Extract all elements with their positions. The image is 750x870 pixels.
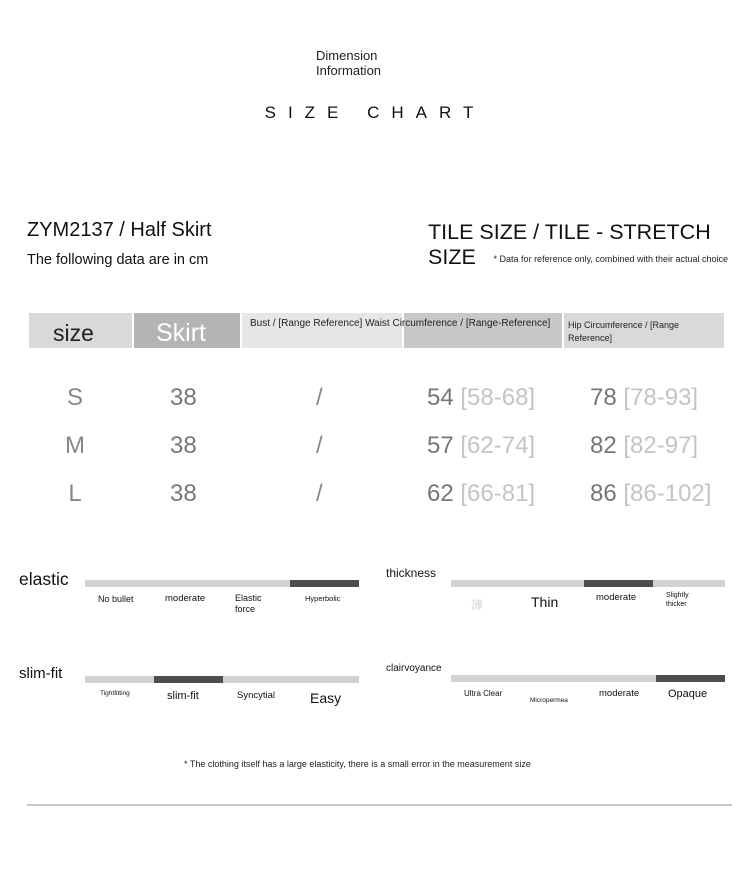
product-name: ZYM2137 / Half Skirt bbox=[27, 219, 212, 241]
elastic-bar bbox=[85, 580, 290, 587]
slim-fit-bar-end bbox=[223, 676, 359, 683]
size-cell: M bbox=[65, 432, 85, 459]
waist-range: [62-74] bbox=[460, 432, 536, 459]
clairvoyance-label-ultra-clear: Ultra Clear bbox=[464, 689, 503, 698]
waist-range: [66-81] bbox=[460, 480, 536, 507]
column-header-hip: Hip Circumference / [Range Reference] bbox=[568, 320, 680, 343]
hip-range: [78-93] bbox=[623, 384, 699, 411]
clairvoyance-bar-selected bbox=[656, 675, 725, 682]
elastic-label-no-bullet: No bullet bbox=[98, 594, 134, 604]
bust-cell: / bbox=[316, 432, 323, 459]
clairvoyance-bar bbox=[451, 675, 656, 682]
clairvoyance-title: clairvoyance bbox=[386, 663, 442, 674]
elastic-label-elastic-force: Elastic force bbox=[235, 593, 262, 614]
measurement-footnote: * The clothing itself has a large elasticity, there is a small error in the measurement size bbox=[184, 759, 531, 769]
waist-value: 54 bbox=[427, 384, 454, 411]
reference-note: * Data for reference only, combined with their actual choice bbox=[493, 254, 728, 264]
bust-cell: / bbox=[316, 480, 323, 507]
column-header-size: size bbox=[53, 320, 94, 346]
skirt-cell: 38 bbox=[170, 480, 197, 507]
dimension-line: Dimension bbox=[316, 48, 378, 63]
thickness-label-thin-cn: 薄 bbox=[471, 598, 484, 612]
elastic-title: elastic bbox=[19, 569, 69, 589]
thickness-label-thin: Thin bbox=[531, 594, 559, 610]
thickness-label-slightly-thicker: Slightly thicker bbox=[666, 592, 689, 608]
tile-size-heading: TILE SIZE / TILE - STRETCH SIZE bbox=[428, 220, 711, 269]
slim-fit-label-easy: Easy bbox=[310, 690, 342, 706]
bust-cell: / bbox=[316, 384, 323, 411]
hip-cell bbox=[590, 432, 698, 460]
waist-range: [58-68] bbox=[460, 384, 536, 411]
column-header-bust-waist: Bust / [Range Reference] Waist Circumference / [Range-Reference] bbox=[250, 318, 551, 329]
thickness-bar bbox=[451, 580, 584, 587]
slim-fit-label-tightfitting: Tightfitting bbox=[100, 690, 130, 697]
hip-range: [82-97] bbox=[623, 432, 699, 459]
slim-fit-bar-selected bbox=[154, 676, 223, 683]
information-line: Information bbox=[316, 63, 382, 78]
skirt-cell: 38 bbox=[170, 432, 197, 459]
size-cell: L bbox=[68, 480, 82, 507]
waist-value: 62 bbox=[427, 480, 454, 507]
slim-fit-bar-start bbox=[85, 676, 154, 683]
hip-value: 86 bbox=[590, 480, 617, 507]
clairvoyance-label-moderate: moderate bbox=[599, 688, 640, 699]
slim-fit-title: slim-fit bbox=[19, 665, 63, 682]
dimension-information-label bbox=[316, 48, 381, 78]
waist-cell bbox=[427, 480, 535, 508]
column-header-skirt: Skirt bbox=[156, 319, 206, 347]
slim-fit-label-slim-fit: slim-fit bbox=[167, 690, 199, 702]
hip-value: 78 bbox=[590, 384, 617, 411]
waist-cell bbox=[427, 432, 535, 460]
elastic-label-hyperbolic: Hyperbolic bbox=[305, 594, 341, 603]
slim-fit-label-syncytial: Syncytial bbox=[237, 690, 276, 701]
size-cell: S bbox=[66, 384, 83, 411]
elastic-bar-selected bbox=[290, 580, 359, 587]
size-chart-title: SIZE CHART bbox=[264, 103, 486, 122]
clairvoyance-label-opaque: Opaque bbox=[668, 688, 708, 700]
thickness-label-moderate: moderate bbox=[596, 592, 637, 603]
bottom-divider bbox=[27, 804, 732, 806]
thickness-title: thickness bbox=[386, 566, 437, 580]
hip-cell bbox=[590, 384, 698, 412]
waist-cell bbox=[427, 384, 535, 412]
hip-range: [86-102] bbox=[623, 480, 712, 507]
hip-value: 82 bbox=[590, 432, 617, 459]
waist-value: 57 bbox=[427, 432, 454, 459]
clairvoyance-label-micropermea: Micropermea bbox=[530, 697, 568, 704]
elastic-label-moderate: moderate bbox=[165, 593, 206, 604]
skirt-cell: 38 bbox=[170, 384, 197, 411]
thickness-bar-end bbox=[653, 580, 725, 587]
unit-note: The following data are in cm bbox=[27, 252, 209, 268]
thickness-bar-selected bbox=[584, 580, 653, 587]
hip-cell bbox=[590, 480, 711, 508]
